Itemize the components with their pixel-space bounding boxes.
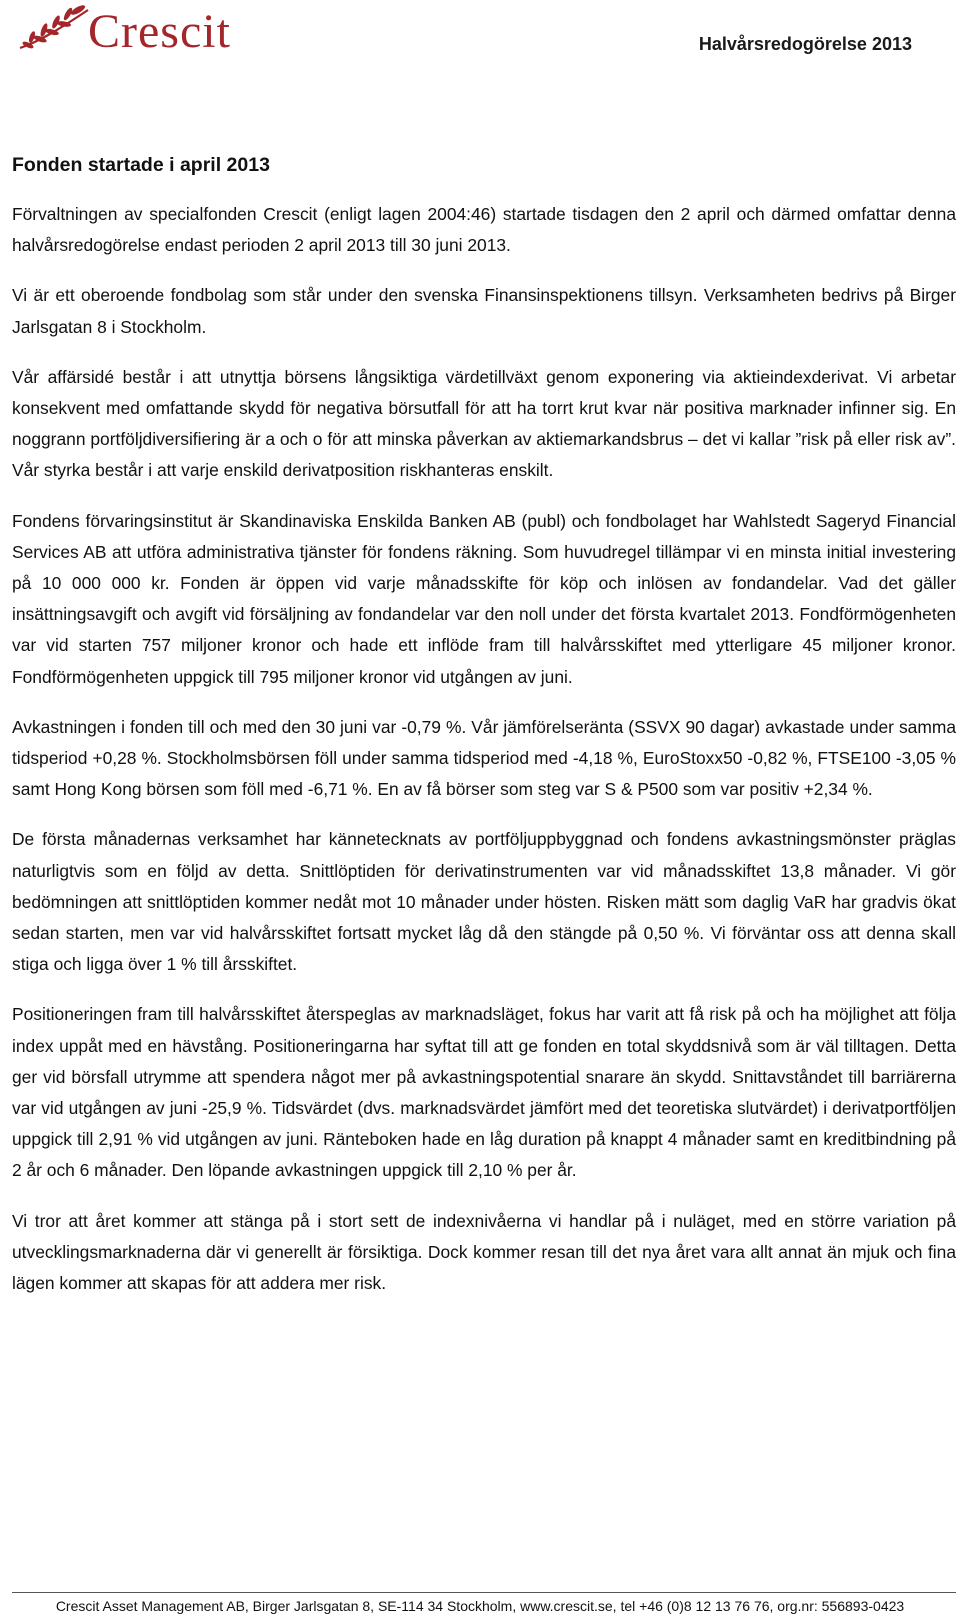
paragraph-1: Förvaltningen av specialfonden Crescit (enligt lagen 2004:46) startade tisdagen den 2 april och därmed omfattar denna halvårsredogörelse endast perioden 2 april 2013 till 30 juni 2013. (12, 204, 956, 256)
paragraph-8: Vi tror att året kommer att stänga på i stort sett de indexnivåerna vi handlar på i nuläget, med en större variation på utvecklingsmarknaderna där vi generellt är försiktiga. Dock kommer resan till det nya året vara allt annat än mjuk och fina lägen kommer att skapas för att addera mer risk. (12, 1210, 956, 1294)
footer-contact: Crescit Asset Management AB, Birger Jarlsgatan 8, SE-114 34 Stockholm, www.crescit.se, tel +46 (0)8 12 13 76 76, org.nr: 556893-0423 (55, 1598, 905, 1614)
paragraph-3: Vår affärsidé består i att utnyttja börsens långsiktiga värdetillväxt genom exponering via aktieindexderivat. Vi arbetar konsekvent med omfattande skydd för negativa börsutfall för att ha torrt krut kvar när positiva marknader infinner sig. En noggrann portföljdiversifiering är a och o för att minska påverkan av aktiemarkandsbrus – det vi kallar ”risk på eller risk av”. Vår styrka består i att varje enskild derivatposition riskhanteras enskilt. (12, 366, 956, 481)
footer-divider (12, 1592, 956, 1593)
paragraph-4: Fondens förvaringsinstitut är Skandinaviska Enskilda Banken AB (publ) och fondbolaget har Wahlstedt Sageryd Financial Services AB att utföra administrativa tjänster för fondens räkning. Som huvudregel tillämpar vi en minsta initial investering på 10 000 000 kr. Fonden är öppen vid varje månadsskifte för köp och inlösen av fondandelar. Vad det gäller insättningsavgift och avgift vid försäljning av fondandelar var den noll under det första kvartalet 2013. Fondförmögenheten var vid starten 757 miljoner kronor och hade ett inflöde fram till halvårsskiftet med ytterligare 45 miljoner kronor. Fondförmögenheten uppgick till 795 miljoner kronor vid utgången av juni. (12, 510, 956, 687)
section-heading: Fonden startade i april 2013 (12, 154, 270, 176)
paragraph-2: Vi är ett oberoende fondbolag som står under den svenska Finansinspektionens tillsyn. Verksamheten bedrivs på Birger Jarlsgatan 8 i Stockholm. (12, 285, 956, 337)
leaf-branch-icon (18, 2, 98, 58)
paragraph-7: Positioneringen fram till halvårsskiftet återspeglas av marknadsläget, fokus har varit att få risk på och ha möjlighet att följa index uppåt med en hävstång. Positioneringarna har syftat till att ge fonden en total skyddsnivå som är väl tilltagen. Detta ger vid börsfall utrymme att spendera något mer på avkastningspotential snarare än skydd. Snittavståndet till barriärerna var vid utgången av juni -25,9 %. Tidsvärdet (dvs. marknadsvärdet jämfört med det teoretiska slutvärdet) i derivatportföljen uppgick till 2,91 % vid utgången av juni. Ränteboken hade en låg duration på knappt 4 månader samt en kreditbindning på 2 år och 6 månader. Den löpande avkastningen uppgick till 2,10 % per år. (12, 1004, 956, 1181)
page-header (0, 0, 960, 70)
paragraph-6: De första månadernas verksamhet har kännetecknats av portföljuppbyggnad och fondens avkastningsmönster präglas naturligtvis som en följd av detta. Snittlöptiden för derivatinstrumenten var vid månadsskiftet 13,8 månader. Vi gör bedömningen att snittlöptiden kommer nedåt mot 10 månader under hösten. Risken mätt som daglig VaR har gradvis ökat sedan starten, men var vid halvårsskiftet fortsatt mycket låg då den stängde på 0,50 %. Vi förväntar oss att denna skall stiga och ligga över 1 % till årsskiftet. (12, 829, 956, 975)
document-body (12, 150, 956, 1318)
logo-wordmark: Crescit (88, 5, 231, 58)
document-title: Halvårsredogörelse 2013 (698, 34, 912, 54)
paragraph-5: Avkastningen i fonden till och med den 30 juni var -0,79 %. Vår jämförelseränta (SSVX 90 dagar) avkastade under samma tidsperiod +0,28 %. Stockholmsbörsen föll under samma tidsperiod med -4,18 %, EuroStoxx50 -0,82 %, FTSE100 -3,05 % samt Hong Kong börsen som föll med -6,71 %. En av få börser som steg var S & P500 som var positiv +2,34 %. (12, 716, 956, 800)
crescit-logo (18, 2, 268, 58)
